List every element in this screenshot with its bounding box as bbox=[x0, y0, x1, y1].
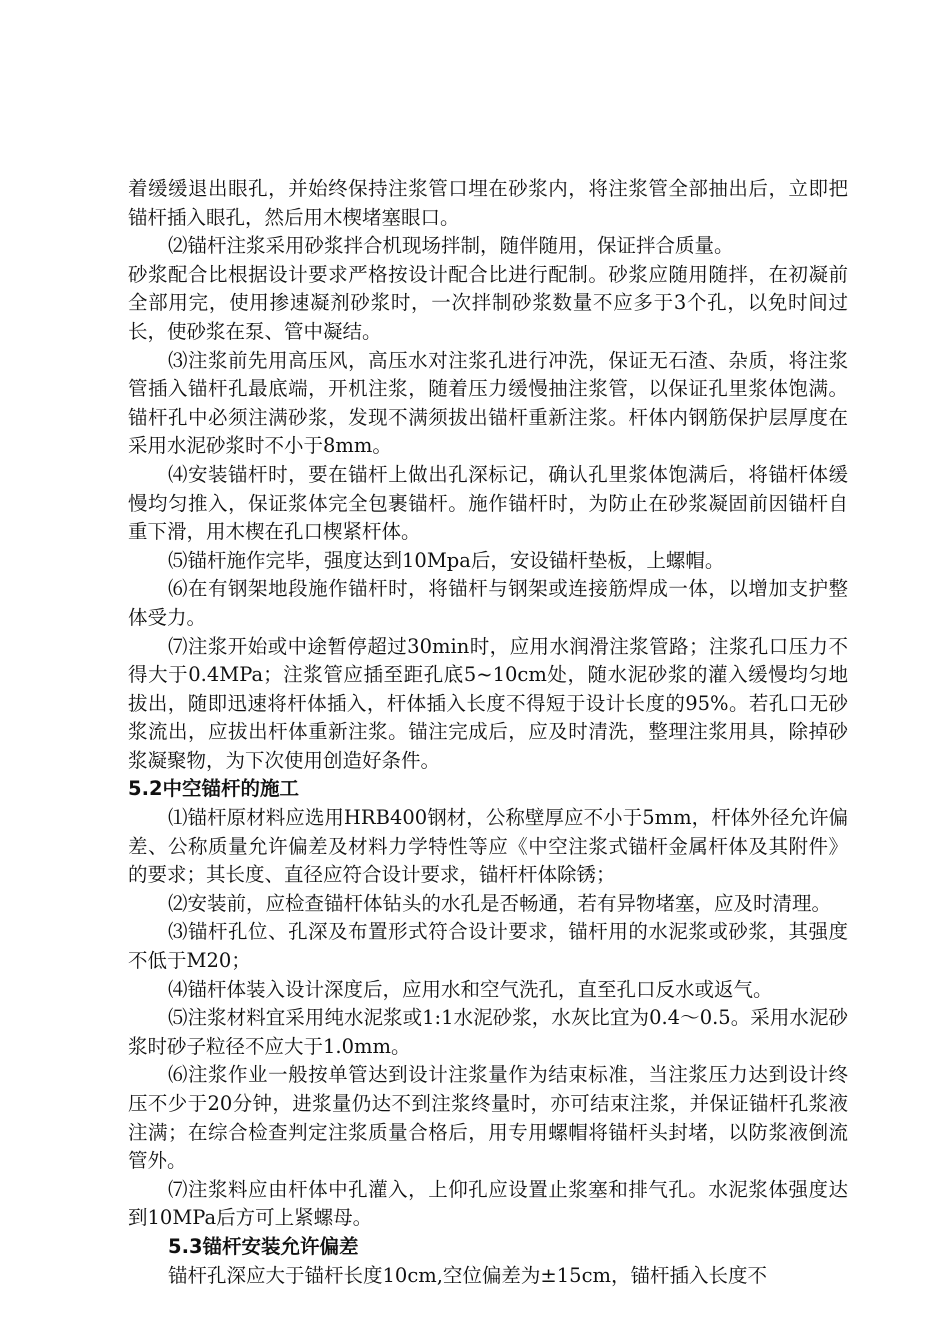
paragraph-item-5-bearing-plate: ⑸锚杆施作完毕，强度达到10Mpa后，安设锚杆垫板，上螺帽。 bbox=[168, 548, 725, 572]
document-page bbox=[128, 175, 848, 1290]
section-heading-5-2: 5.2中空锚杆的施工 bbox=[128, 777, 300, 801]
section-heading-5-3: 5.3锚杆安装允许偏差 bbox=[168, 1234, 359, 1258]
paragraph-hollow-item-4-wash: ⑷锚杆体装入设计深度后，应用水和空气洗孔，直至孔口反水或返气。 bbox=[168, 977, 773, 1001]
paragraph-hollow-item-7-nut: ⑺注浆料应由杆体中孔灌入，上仰孔应设置止浆塞和排气孔。水泥浆体强度达到10MPa后方可上紧螺母。 bbox=[128, 1177, 848, 1230]
paragraph-hollow-item-3-position: ⑶锚杆孔位、孔深及布置形式符合设计要求，锚杆用的水泥浆或砂浆，其强度不低于M20； bbox=[128, 920, 848, 973]
paragraph-item-3-flushing: ⑶注浆前先用高压风，高压水对注浆孔进行冲洗，保证无石渣、杂质，将注浆管插入锚杆孔最底端，开机注浆，随着压力缓慢抽注浆管，以保证孔里浆体饱满。锚杆孔中必须注满砂浆，发现不满须拔出锚杆重新注浆。杆体内钢筋保护层厚度在采用水泥砂浆时不小于8mm。 bbox=[128, 348, 848, 458]
paragraph-hollow-item-6-finish-standard: ⑹注浆作业一般按单管达到设计注浆量作为结束标准，当注浆压力达到设计终压不少于20分钟，进浆量仍达不到注浆终量时，亦可结束注浆，并保证锚杆孔浆液注满；在综合检查判定注浆质量合格后，用专用螺帽将锚杆头封堵，以防浆液倒流管外。 bbox=[128, 1063, 848, 1173]
paragraph-hollow-item-5-material-ratio: ⑸注浆材料宜采用纯水泥浆或1:1水泥砂浆，水灰比宜为0.4～0.5。采用水泥砂浆时砂子粒径不应大于1.0mm。 bbox=[128, 1006, 848, 1058]
paragraph-item-6-steel-frame: ⑹在有钢架地段施作锚杆时，将锚杆与钢架或连接筋焊成一体，以增加支护整体受力。 bbox=[128, 577, 848, 629]
paragraph-continued-grouting: 着缓缓退出眼孔，并始终保持注浆管口埋在砂浆内，将注浆管全部抽出后，立即把锚杆插入眼孔，然后用木楔堵塞眼口。 bbox=[128, 177, 848, 229]
paragraph-item-7-grouting-pause: ⑺注浆开始或中途暂停超过30min时，应用水润滑注浆管路；注浆孔口压力不得大于0.4MPa；注浆管应插至距孔底5~10cm处，随水泥砂浆的灌入缓慢均匀地拔出，随即迅速将杆体插入，杆体插入长度不得短于设计长度的95%。若孔口无砂浆流出，应拔出杆体重新注浆。锚注完成后，应及时清洗，整理注浆用具，除掉砂浆凝聚物，为下次使用创造好条件。 bbox=[128, 634, 848, 772]
paragraph-item-4-installation: ⑷安装锚杆时，要在锚杆上做出孔深标记，确认孔里浆体饱满后，将锚杆体缓慢均匀推入，保证浆体完全包裹锚杆。施作锚杆时，为防止在砂浆凝固前因锚杆自重下滑，用木楔在孔口楔紧杆体。 bbox=[128, 462, 848, 544]
paragraph-tolerance: 锚杆孔深应大于锚杆长度10cm,空位偏差为±15cm，锚杆插入长度不 bbox=[168, 1263, 767, 1287]
paragraph-item-2-mixing: ⑵锚杆注浆采用砂浆拌合机现场拌制，随伴随用，保证拌合质量。 bbox=[168, 234, 734, 258]
paragraph-hollow-item-2-inspection: ⑵安装前，应检查锚杆体钻头的水孔是否畅通，若有异物堵塞，应及时清理。 bbox=[168, 891, 832, 915]
paragraph-hollow-item-1-material: ⑴锚杆原材料应选用HRB400钢材，公称壁厚应不小于5mm，杆体外径允许偏差、公称质量允许偏差及材料力学特性等应《中空注浆式锚杆金属杆体及其附件》的要求；其长度、直径应符合设计要求，锚杆杆体除锈； bbox=[128, 806, 848, 887]
paragraph-mortar-mix-ratio: 砂浆配合比根据设计要求严格按设计配合比进行配制。砂浆应随用随拌，在初凝前全部用完，使用掺速凝剂砂浆时，一次拌制砂浆数量不应多于3个孔，以免时间过长，使砂浆在泵、管中凝结。 bbox=[128, 262, 848, 343]
